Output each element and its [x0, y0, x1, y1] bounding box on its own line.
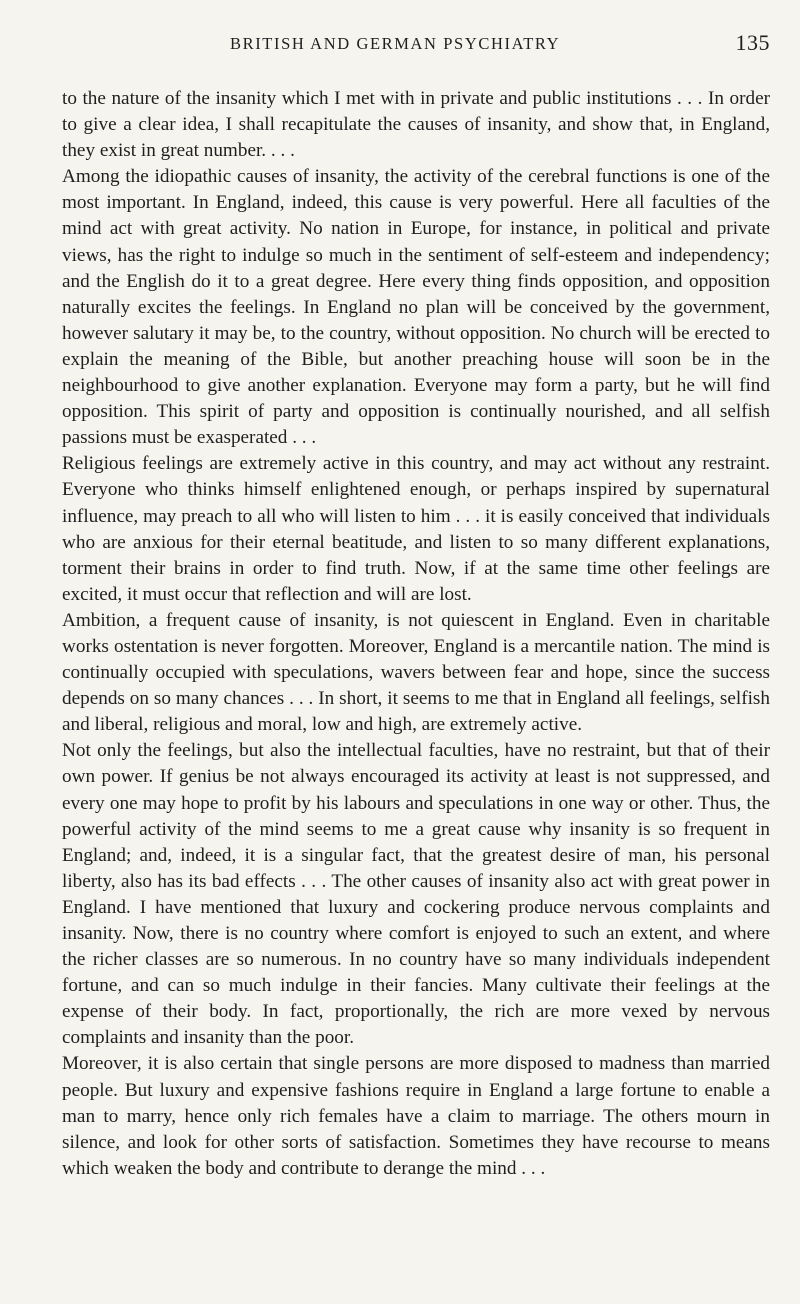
paragraph-religious-feelings: Religious feelings are extremely active in this country, and may act without any restraint. Everyone who thinks himself enlightened enough, or perhaps inspired by supernatural influence, may preach to all who will listen to him . . . it is easily conceived that individuals who are anxious for their eternal beatitude, and listen to so many different explanations, torment their brains in order to find truth. Now, if at the same time other feelings are excited, it must occur that reflection and will are lost. — [62, 453, 770, 605]
paragraph-single-persons: Moreover, it is also certain that single persons are more disposed to madness than married people. But luxury and expensive fashions require in England a large fortune to enable a man to marry, hence only rich females have a claim to marriage. The others mourn in silence, and look for other sorts of satisfaction. Sometimes they have recourse to means which weaken the body and contribute to derange the mind . . . — [62, 1053, 770, 1179]
page-number: 135 — [735, 30, 770, 55]
page-header — [62, 30, 770, 62]
paragraph-idiopathic-causes: Among the idiopathic causes of insanity, the activity of the cerebral functions is one of the most important. In England, indeed, this cause is very powerful. Here all faculties of the mind act with great activity. No nation in Europe, for instance, in political and private views, has the right to indulge so much in the sentiment of self-esteem and independency; and the English do it to a great degree. Here every thing finds opposition, and opposition naturally excites the feelings. In England no plan will be conceived by the government, however salutary it may be, to the country, without opposition. No church will be erected to explain the meaning of the Bible, but another preaching house will soon be in the neighbourhood to give another explanation. Everyone may form a party, but he will find opposition. This spirit of party and opposition is continually nourished, and all selfish passions must be exasperated . . . — [62, 166, 770, 449]
paragraph-ambition: Ambition, a frequent cause of insanity, is not quiescent in England. Even in charitable works ostentation is never forgotten. Moreover, England is a mercantile nation. The mind is continually occupied with speculations, wavers between fear and hope, since the success depends on so many chances . . . In short, it seems to me that in England all feelings, selfish and liberal, religious and moral, low and high, are extremely active. — [62, 609, 770, 736]
running-head: BRITISH AND GERMAN PSYCHIATRY — [230, 34, 561, 53]
paragraph-intellectual-faculties: Not only the feelings, but also the intellectual faculties, have no restraint, but that of their own power. If genius be not always encouraged its activity at least is not suppressed, and every one may hope to profit by his labours and speculations in one way or other. Thus, the powerful activity of the mind seems to me a great cause why insanity is so frequent in England; and, indeed, it is a singular fact, that the greatest desire of man, his personal liberty, also has its bad effects . . . The other causes of insanity also act with great power in England. I have mentioned that luxury and cockering produce nervous complaints and insanity. Now, there is no country where comfort is enjoyed to such an extent, and where the richer classes are so numerous. In no country have so many individuals independent fortune, and can so much indulge in their fancies. Many cultivate their feelings at the expense of their body. In fact, proportionally, the rich are more vexed by nervous complaints and insanity than the poor. — [62, 740, 770, 1049]
body-text — [62, 86, 770, 1182]
paragraph-continued: to the nature of the insanity which I met with in private and public institutions . . . In order to give a clear idea, I shall recapitulate the causes of insanity, and show that, in England, they exist in great number. . . . — [62, 88, 770, 162]
book-page — [62, 30, 770, 1182]
